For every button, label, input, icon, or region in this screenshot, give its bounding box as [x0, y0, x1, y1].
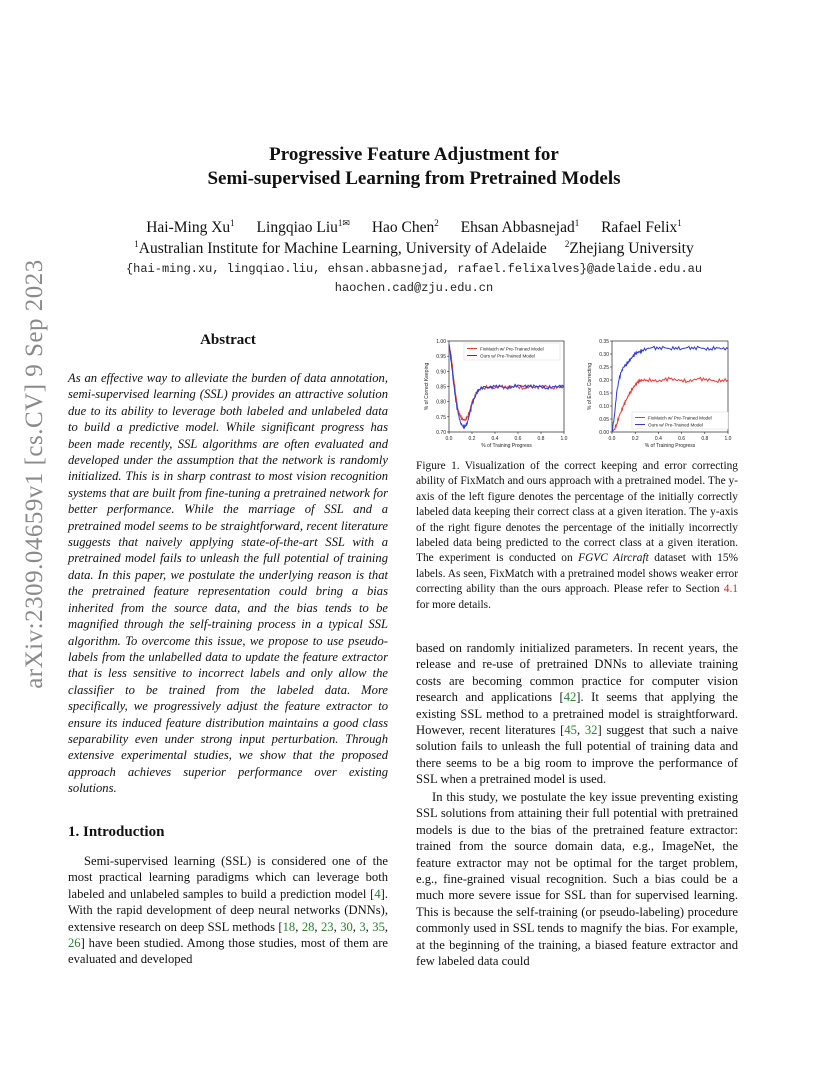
affiliations: $^1$Australian Institute for Machine Learning, University of Adelaide $^2$Zhejiang University: [134, 239, 694, 258]
x-tick-label: 0.8: [701, 436, 709, 442]
citation-link[interactable]: 28: [301, 919, 315, 934]
intro-paragraph: Semi-supervised learning (SSL) is considered one of the most practical learning paradigms which can leverage both labeled and unlabeled samples to build a prediction model [4]. With the rapid development of deep neural networks (DNNs), extensive research on deep SSL methods [18, 28, 23, 30, 3, 35, 26] have been studied. Among those studies, most of them are evaluated and developed: [68, 854, 389, 967]
y-tick-label: 1.00: [436, 339, 446, 345]
x-tick-label: 0.4: [654, 436, 662, 442]
y-tick-label: 0.20: [599, 378, 609, 384]
right-paragraph-2: In this study, we postulate the key issue preventing existing SSL solutions from attaining their full potential with pretrained models is due to the bias of the pretrained feature extractor: trained from the source domain data, e.g., ImageNet, the feature extractor may not be optimal for the target problem, e.g., fine-grained visual recognition. Such a bias could be a much more severe issue for SSL than for supervised learning. This is because the self-training (or pseudo-labeling) procedure commonly used in SSL tends to magnify the bias. For example, at the beginning of the training, a biased feature extractor and few labeled data could: [416, 790, 738, 969]
abstract-body: As an effective way to alleviate the burden of data annotation, semi-supervised learning (SSL) provides an attractive solution due to its ability to leverage both labeled and unlabeled data to build a predictive model. While significant progress has been made recently, SSL algorithms are often evaluated and developed under the assumption that the network is randomly initialized. This is in sharp contrast to most vision recognition systems that are built from fine-tuning a pretrained network for better performance. While the marriage of SSL and a pretrained model seems to be straightforward, recent literature suggests that naively applying state-of-the-art SSL with a pretrained model fails to unleash the full potential of training data. In this paper, we postulate the underlying reason is that the pretrained feature representation could bring a bias inherited from the source data, and the bias tends to be magnified through the self-training process in a typical SSL algorithm. To overcome this issue, we propose to use pseudo-labels from the unlabelled data to update the feature extractor that is less sensitive to incorrect labels and only allow the classifier to be trained from the labeled data. More specifically, we progressively adjust the feature extractor to ensure its induced feature distribution maintains a good class separability even under strong input perturbation. Through extensive experimental studies, we show that the proposed approach achieves superior performance over existing solutions.: [68, 371, 388, 796]
paper-title-line-1: Progressive Feature Adjustment for: [269, 144, 559, 165]
author: Hai-Ming Xu$^1$: [146, 218, 235, 237]
email-line-1[interactable]: {hai-ming.xu, lingqiao.liu, ehsan.abbasnejad, rafael.felixalves}@adelaide.edu.au: [125, 262, 703, 276]
right-paragraph-1: based on randomly initialized parameters. In recent years, the release and re-use of pretrained DNNs to alleviate training costs are becoming common practice for computer vision research and applications [42]. It seems that applying the existing SSL method to a pretrained model is straightforward. However, recent literatures [45, 32] suggest that such a naive solution fails to unleash the full potential of training data and there seems to be a big room to improve the performance of SSL when a pretrained model is used.: [416, 641, 738, 787]
author: Rafael Felix$^1$: [601, 218, 682, 237]
author-list: [0, 218, 828, 237]
y-tick-label: 0.25: [599, 365, 609, 371]
citation-link[interactable]: 23: [321, 919, 334, 934]
x-axis-label: % of Training Progress: [481, 443, 532, 449]
citation-link[interactable]: 30: [340, 919, 353, 934]
figure-1-charts: [416, 334, 746, 456]
y-tick-label: 0.75: [436, 414, 446, 421]
citation-link[interactable]: 42: [563, 690, 577, 705]
x-tick-label: 0.6: [514, 436, 522, 442]
legend-label: Ours w/ Pre-Trained Model: [480, 353, 535, 359]
x-tick-label: 0.8: [537, 436, 545, 442]
introduction-heading: 1. Introduction: [68, 824, 165, 840]
legend-label: FixMatch w/ Pre-Trained Model: [480, 346, 544, 352]
citation-link[interactable]: 32: [584, 723, 598, 738]
y-axis-label: % of Error Correcting: [587, 363, 593, 410]
author: Ehsan Abbasnejad$^1$: [460, 218, 580, 237]
legend-label: FixMatch w/ Pre-Trained Model: [648, 415, 712, 421]
abstract-heading: Abstract: [200, 332, 256, 348]
x-tick-label: 0.4: [491, 436, 499, 442]
citation-link[interactable]: 35: [372, 919, 385, 934]
x-tick-label: 0.0: [445, 436, 453, 442]
citation-link[interactable]: 3: [359, 919, 366, 934]
section-reference-link[interactable]: 4.1: [723, 583, 738, 596]
x-tick-label: 0.6: [678, 436, 686, 442]
y-tick-label: 0.30: [599, 352, 609, 358]
y-tick-label: 0.35: [599, 339, 609, 345]
paper-title-line-2: Semi-supervised Learning from Pretrained Models: [207, 168, 621, 189]
y-tick-label: 0.15: [599, 391, 609, 397]
author: Lingqiao Liu$^{1✉}$: [256, 218, 350, 237]
citation-link[interactable]: 26: [68, 936, 81, 951]
x-tick-label: 1.0: [724, 436, 732, 442]
x-tick-label: 1.0: [560, 436, 568, 442]
y-tick-label: 0.90: [436, 369, 446, 376]
x-tick-label: 0.2: [468, 436, 476, 442]
y-tick-label: 0.80: [436, 399, 446, 406]
x-axis-label: % of Training Progress: [644, 443, 696, 449]
y-tick-label: 0.95: [436, 354, 446, 361]
citation-link[interactable]: 45: [564, 723, 577, 738]
y-tick-label: 0.00: [599, 430, 609, 436]
legend-label: Ours w/ Pre-Trained Model: [648, 422, 703, 428]
y-tick-label: 0.05: [599, 417, 609, 423]
y-tick-label: 0.70: [436, 430, 446, 436]
figure-1-caption: Figure 1. Visualization of the correct keeping and error correcting ability of FixMatch and ours approach with a pretrained model. The y-axis of the left figure denotes the percentage of the initially correctly labeled data keeping their correct class at a given iteration. The y-axis of the right figure denotes the percentage of the initially incorrectly labeled data being predicted to the correct class at a given iteration. The experiment is conducted on FGVC Aircraft dataset with 15% labels. As seen, FixMatch with a pretrained model shows weaker error correcting ability than the ours approach. Please refer to Section 4.1 for more details.: [416, 460, 739, 611]
email-line-2[interactable]: haochen.cad@zju.edu.cn: [334, 281, 494, 295]
x-tick-label: 0.2: [631, 436, 639, 442]
citation-link[interactable]: 18: [282, 919, 296, 934]
y-tick-label: 0.10: [599, 404, 609, 410]
arxiv-side-identifier: arXiv:2309.04659v1 [cs.CV] 9 Sep 2023: [21, 259, 48, 689]
y-tick-label: 0.85: [436, 384, 446, 391]
x-tick-label: 0.0: [608, 436, 616, 442]
citation-link[interactable]: 4: [374, 886, 381, 901]
y-axis-label: % of Correct Keeping: [424, 362, 430, 411]
author: Hao Chen$^2$: [371, 218, 439, 237]
